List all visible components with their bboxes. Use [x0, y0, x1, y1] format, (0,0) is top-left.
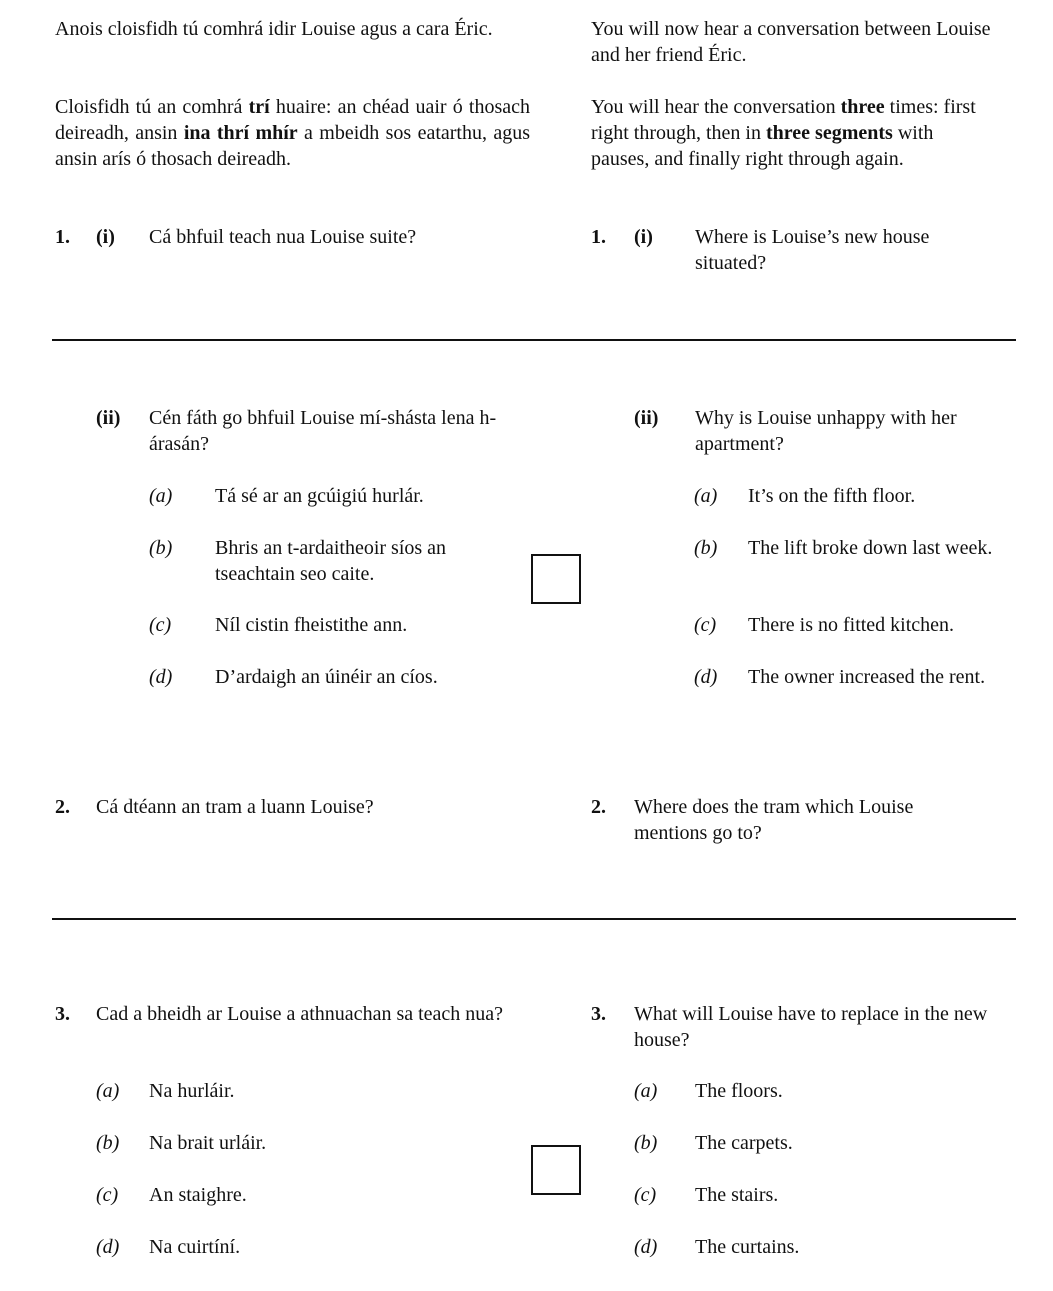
q1-ii-option-b-letter-irish: (b) — [149, 537, 173, 559]
q1-ii-option-a-letter-english: (a) — [694, 485, 718, 507]
q3-option-d-letter-irish: (d) — [96, 1236, 120, 1258]
q1-i-english-text: Where is Louise’s new house situated? — [695, 226, 930, 274]
q3-option-d-letter-english: (d) — [634, 1236, 658, 1258]
q2-answer-line[interactable] — [52, 918, 1016, 920]
q3-option-c-english: The stairs. — [695, 1184, 779, 1206]
q1-ii-option-d-english: The owner increased the rent. — [748, 666, 986, 688]
q2-irish-text: Cá dtéann an tram a luann Louise? — [96, 796, 374, 818]
q3-option-a-irish: Na hurláir. — [149, 1080, 235, 1102]
q1-ii-option-b-english: The lift broke down last week. — [748, 537, 993, 559]
emphasis-ina-thri-mhir: ina thrí mhír — [183, 122, 298, 144]
q1-ii-option-d-irish: D’ardaigh an úinéir an cíos. — [215, 666, 438, 688]
q1-ii-option-c-letter-english: (c) — [694, 614, 717, 636]
intro-english-paragraph-2: You will hear the conversation three times: first right through, then in three segments with pauses, and finally right through again. — [591, 96, 976, 170]
q2-number-irish: 2. — [55, 796, 70, 818]
q3-option-b-letter-english: (b) — [634, 1132, 658, 1154]
q1-ii-option-c-letter-irish: (c) — [149, 614, 172, 636]
q3-irish-text: Cad a bheidh ar Louise a athnuachan sa teach nua? — [96, 1003, 504, 1025]
intro-irish-paragraph-1: Anois cloisfidh tú comhrá idir Louise agus a cara Éric. — [55, 18, 493, 40]
q3-number-irish: 3. — [55, 1003, 70, 1025]
q1-ii-irish-text: Cén fáth go bhfuil Louise mí-shásta lena h-árasán? — [149, 407, 497, 455]
q3-option-c-irish: An staighre. — [149, 1184, 247, 1206]
q1-ii-label-english: (ii) — [634, 407, 659, 429]
q1-answer-line[interactable] — [52, 339, 1016, 341]
q1-ii-option-a-letter-irish: (a) — [149, 485, 173, 507]
q1-ii-option-d-letter-english: (d) — [694, 666, 718, 688]
q3-option-a-english: The floors. — [695, 1080, 783, 1102]
q3-option-a-letter-irish: (a) — [96, 1080, 120, 1102]
q1-ii-english-text: Why is Louise unhappy with her apartment? — [695, 407, 957, 455]
q1-ii-option-a-english: It’s on the fifth floor. — [748, 485, 916, 507]
q3-option-b-irish: Na brait urláir. — [149, 1132, 267, 1154]
q2-number-english: 2. — [591, 796, 606, 818]
q1-number-english: 1. — [591, 226, 606, 248]
q3-option-c-letter-english: (c) — [634, 1184, 657, 1206]
q1-i-irish-text: Cá bhfuil teach nua Louise suite? — [149, 226, 417, 248]
q1-ii-option-b-letter-english: (b) — [694, 537, 718, 559]
q1-number-irish: 1. — [55, 226, 70, 248]
q1-i-label-english: (i) — [634, 226, 653, 248]
q1-i-label-irish: (i) — [96, 226, 115, 248]
q3-option-b-letter-irish: (b) — [96, 1132, 120, 1154]
q1-ii-option-a-irish: Tá sé ar an gcúigiú hurlár. — [215, 485, 424, 507]
q3-english-text: What will Louise have to replace in the new house? — [634, 1003, 988, 1051]
emphasis-tri: trí — [248, 96, 270, 118]
q3-option-d-english: The curtains. — [695, 1236, 800, 1258]
q2-english-text: Where does the tram which Louise mentions go to? — [634, 796, 914, 844]
q3-answer-box[interactable] — [531, 1145, 581, 1195]
intro-english-paragraph-1: You will now hear a conversation between Louise and her friend Éric. — [591, 18, 991, 66]
q3-option-d-irish: Na cuirtíní. — [149, 1236, 241, 1258]
q3-number-english: 3. — [591, 1003, 606, 1025]
q3-option-c-letter-irish: (c) — [96, 1184, 119, 1206]
q3-option-b-english: The carpets. — [695, 1132, 793, 1154]
q1-ii-answer-box[interactable] — [531, 554, 581, 604]
emphasis-three: three — [840, 96, 885, 118]
q1-ii-label-irish: (ii) — [96, 407, 121, 429]
emphasis-three-segments: three segments — [765, 122, 893, 144]
q1-ii-option-c-irish: Níl cistin fheistithe ann. — [215, 614, 408, 636]
q3-option-a-letter-english: (a) — [634, 1080, 658, 1102]
intro-irish-paragraph-2: Cloisfidh tú an comhrá trí huaire: an chéad uair ó thosach deireadh, ansin ina thrí mhír a mbeidh sos eatarthu, agus ansin arís ó thosach deireadh. — [55, 96, 531, 170]
q1-ii-option-d-letter-irish: (d) — [149, 666, 173, 688]
q1-ii-option-c-english: There is no fitted kitchen. — [748, 614, 955, 636]
q1-ii-option-b-irish: Bhris an t-ardaitheoir síos an tseachtain seo caite. — [215, 537, 447, 585]
